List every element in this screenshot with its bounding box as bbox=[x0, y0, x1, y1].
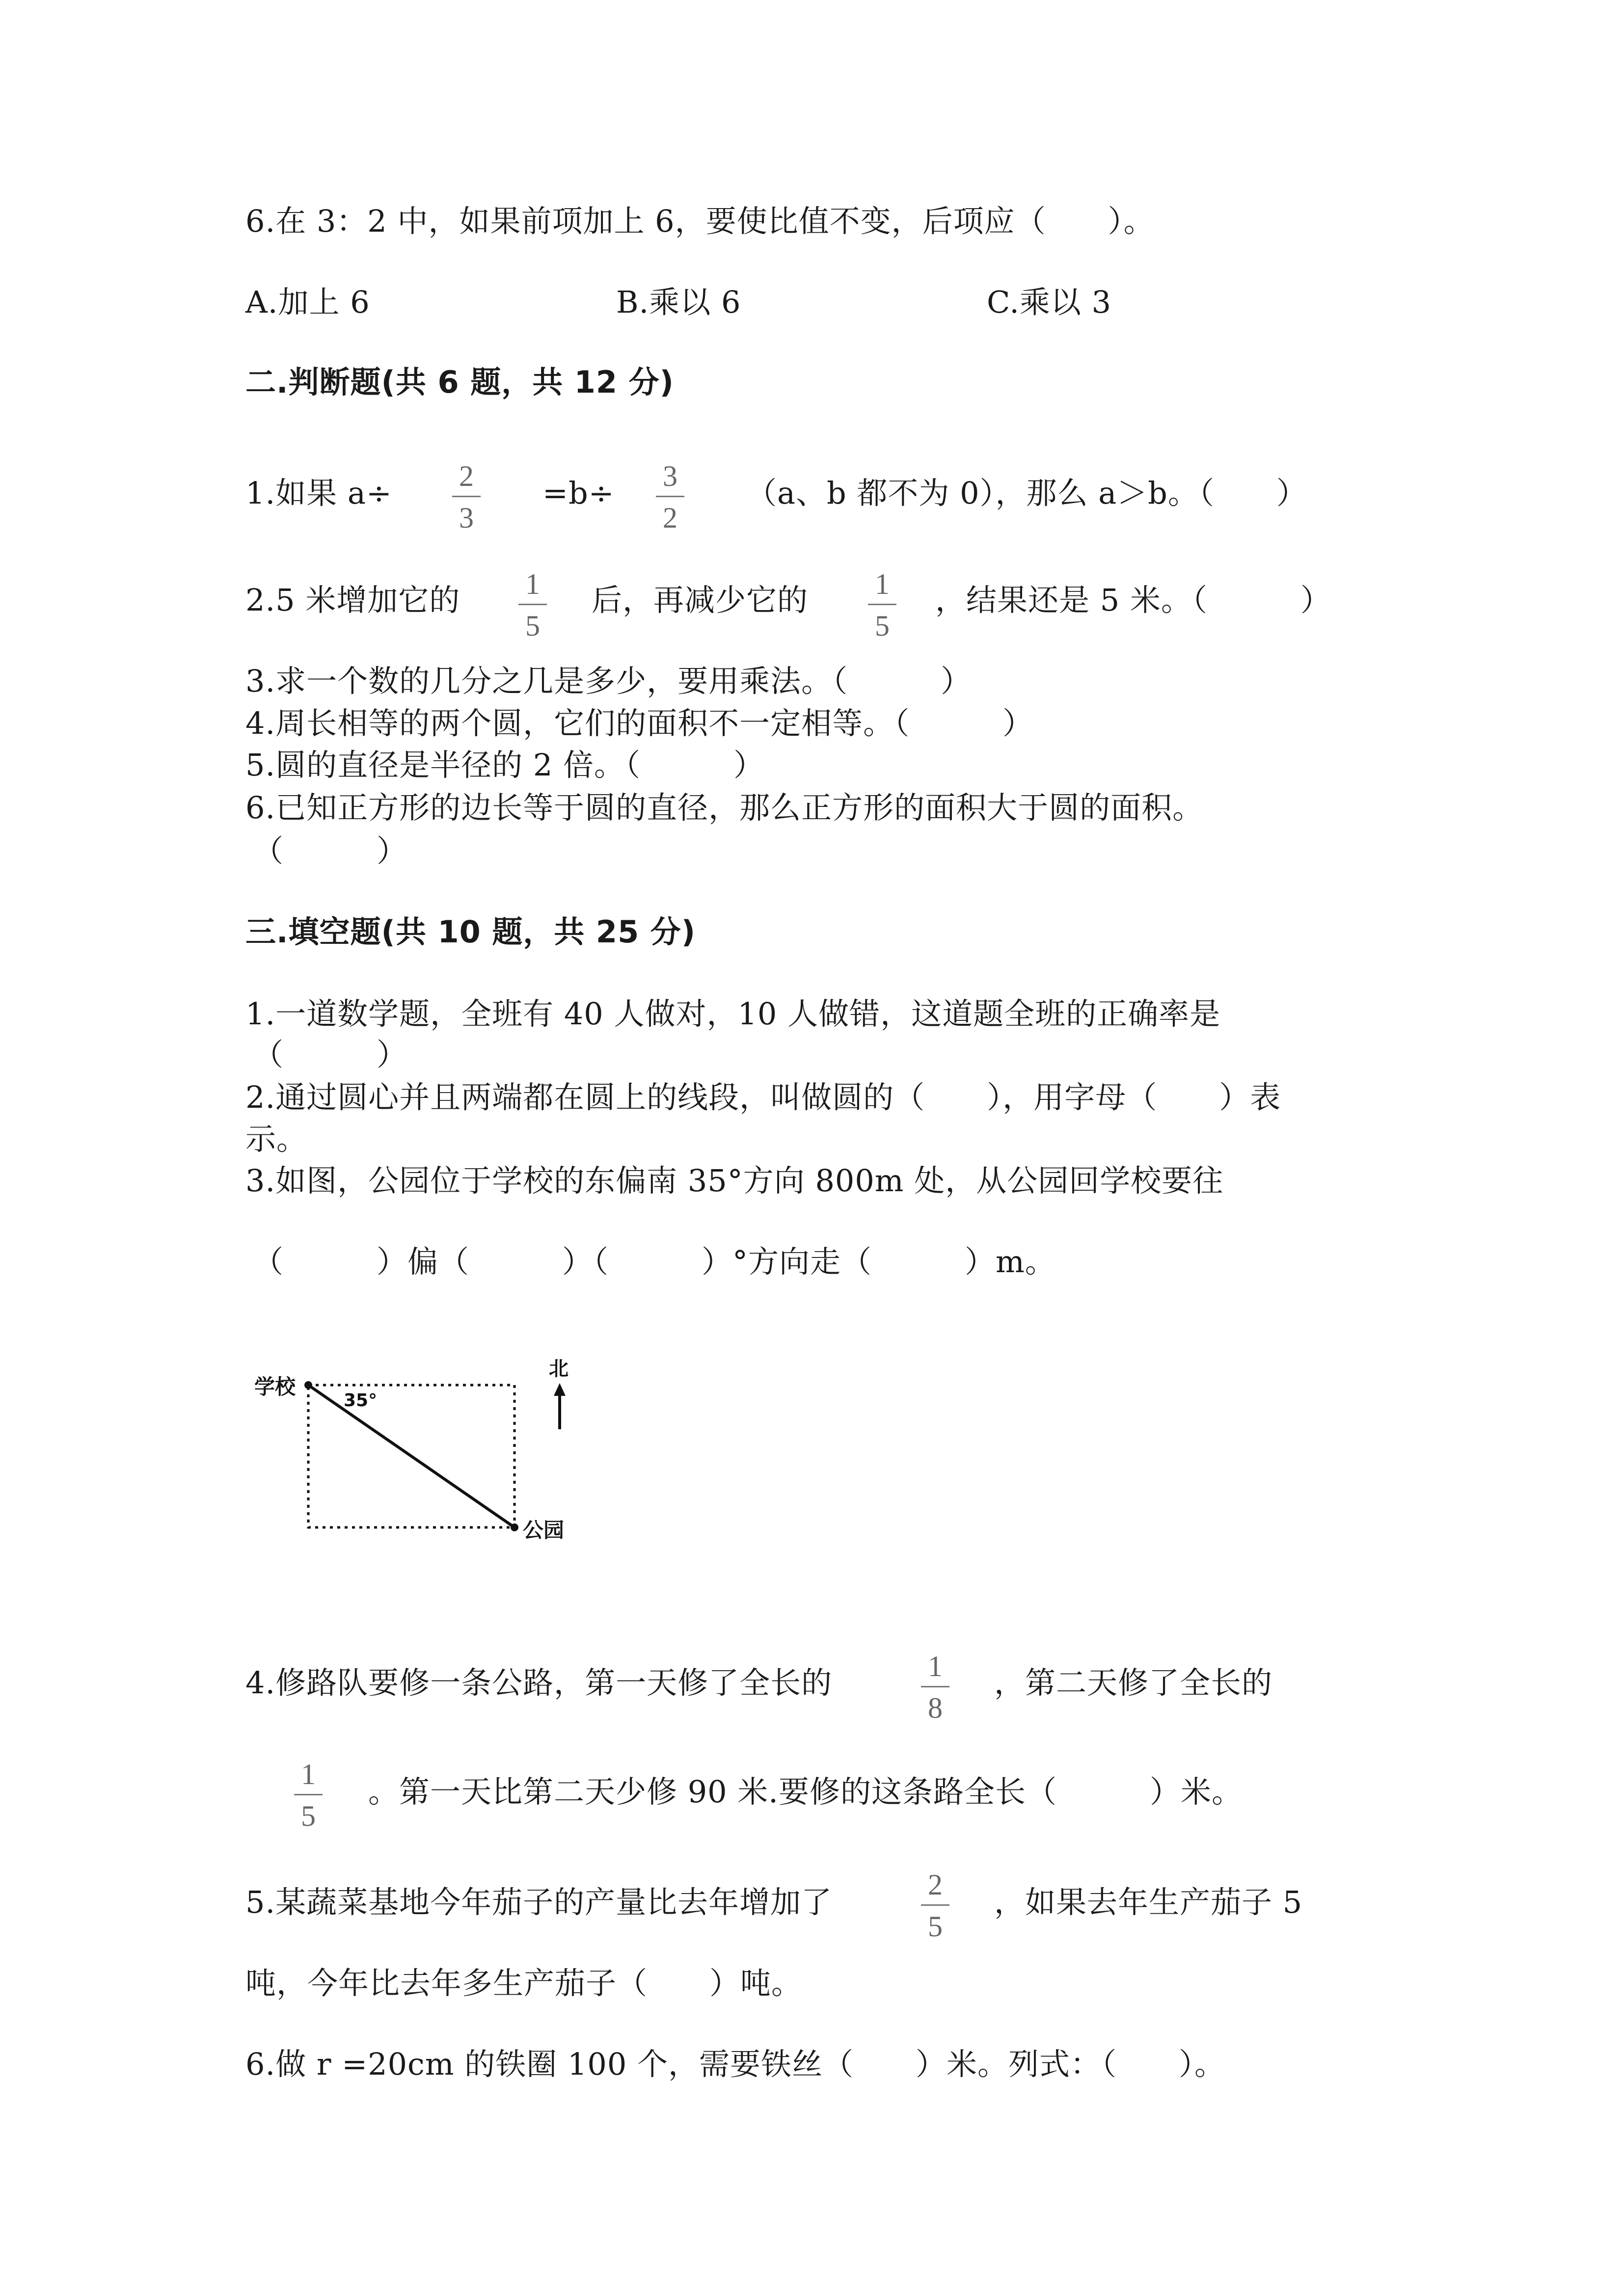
judge-1-fraction-2 bbox=[653, 461, 687, 533]
question-6-stem: 6.在 3：2 中，如果前项加上 6，要使比值不变，后项应（ ）。 bbox=[245, 203, 1155, 239]
fraction-denominator: 5 bbox=[928, 1910, 943, 1943]
judge-1-fraction-1 bbox=[449, 461, 484, 533]
question-6-option-a: A.加上 6 bbox=[245, 284, 370, 320]
judge-2-text-b: 后，再减少它的 bbox=[592, 582, 809, 618]
judge-1-text-c: （a、b 都不为 0），那么 a＞b。（ ） bbox=[746, 475, 1307, 511]
fraction-numerator: 1 bbox=[875, 568, 890, 600]
school-label: 学校 bbox=[254, 1375, 296, 1399]
fraction-bar bbox=[294, 1794, 323, 1795]
fill-4-text-c: 。第一天比第二天少修 90 米.要修的这条路全长（ ）米。 bbox=[368, 1774, 1243, 1810]
fill-5-text-b: ，如果去年生产茄子 5 bbox=[994, 1884, 1303, 1920]
question-6-option-b: B.乘以 6 bbox=[616, 284, 741, 320]
judge-1-text-a: 1.如果 a÷ bbox=[245, 475, 392, 511]
fill-4-text-a: 4.修路队要修一条公路，第一天修了全长的 bbox=[245, 1665, 833, 1701]
fraction-numerator: 1 bbox=[928, 1650, 943, 1682]
fraction-denominator: 5 bbox=[525, 610, 540, 642]
fraction-numerator: 2 bbox=[459, 460, 474, 492]
school-point bbox=[304, 1381, 312, 1389]
fraction-numerator: 3 bbox=[663, 460, 677, 492]
fraction-bar bbox=[656, 496, 684, 497]
fraction-denominator: 3 bbox=[459, 502, 474, 534]
north-arrow-icon bbox=[554, 1383, 566, 1429]
judge-2-text-a: 2.5 米增加它的 bbox=[245, 582, 460, 618]
section-2-heading: 二.判断题(共 6 题，共 12 分) bbox=[245, 364, 674, 400]
fill-2-text-cont: 示。 bbox=[245, 1121, 308, 1157]
fill-1-text: 1.一道数学题，全班有 40 人做对，10 人做错，这道题全班的正确率是 bbox=[245, 996, 1221, 1032]
fill-2-text: 2.通过圆心并且两端都在圆上的线段，叫做圆的（ ），用字母（ ）表 bbox=[245, 1079, 1281, 1115]
judge-3-text: 3.求一个数的几分之几是多少，要用乘法。（ ） bbox=[245, 663, 972, 699]
fraction-numerator: 2 bbox=[928, 1869, 943, 1901]
judge-2-fraction-1 bbox=[515, 569, 550, 641]
judge-2-text-c: ，结果还是 5 米。（ ） bbox=[935, 582, 1331, 618]
fraction-denominator: 5 bbox=[301, 1800, 316, 1832]
fill-4-fraction-1 bbox=[918, 1652, 952, 1723]
fill-3-text: 3.如图，公园位于学校的东偏南 35°方向 800m 处，从公园回学校要往 bbox=[245, 1163, 1224, 1199]
fraction-bar bbox=[452, 496, 481, 497]
fraction-bar bbox=[868, 604, 896, 605]
fill-5-text-a: 5.某蔬菜基地今年茄子的产量比去年增加了 bbox=[245, 1884, 833, 1920]
fill-3-blanks: （ ）偏（ ）（ ）°方向走（ ）m。 bbox=[253, 1244, 1056, 1280]
judge-6-blank: （ ） bbox=[253, 833, 408, 869]
fill-5-text-c: 吨，今年比去年多生产茄子（ ）吨。 bbox=[245, 1965, 803, 2001]
fraction-bar bbox=[921, 1686, 949, 1687]
judge-5-text: 5.圆的直径是半径的 2 倍。（ ） bbox=[245, 747, 765, 783]
judge-1-text-b: =b÷ bbox=[542, 475, 615, 511]
section-3-heading: 三.填空题(共 10 题，共 25 分) bbox=[245, 914, 696, 950]
judge-4-text: 4.周长相等的两个圆，它们的面积不一定相等。（ ） bbox=[245, 705, 1034, 741]
direction-diagram bbox=[245, 1345, 589, 1541]
fraction-bar bbox=[921, 1904, 949, 1906]
question-6-option-c: C.乘以 3 bbox=[987, 284, 1112, 320]
fill-4-text-b: ，第二天修了全长的 bbox=[994, 1665, 1273, 1701]
judge-2-fraction-2 bbox=[865, 569, 899, 641]
north-label: 北 bbox=[549, 1358, 568, 1380]
park-point bbox=[511, 1523, 518, 1531]
judge-6-text: 6.已知正方形的边长等于圆的直径，那么正方形的面积大于圆的面积。 bbox=[245, 790, 1204, 826]
fraction-denominator: 2 bbox=[663, 502, 677, 534]
fraction-denominator: 8 bbox=[928, 1692, 943, 1724]
fill-5-fraction bbox=[918, 1870, 952, 1941]
fraction-numerator: 1 bbox=[525, 568, 540, 600]
fill-1-blank: （ ） bbox=[253, 1037, 408, 1072]
park-label: 公园 bbox=[523, 1518, 565, 1542]
fill-6-text: 6.做 r =20cm 的铁圈 100 个，需要铁丝（ ）米。列式：（ ）。 bbox=[245, 2046, 1226, 2082]
fraction-numerator: 1 bbox=[301, 1758, 316, 1790]
school-park-line bbox=[308, 1385, 514, 1527]
fraction-denominator: 5 bbox=[875, 610, 890, 642]
fill-4-fraction-2 bbox=[291, 1760, 325, 1831]
angle-label: 35° bbox=[344, 1390, 378, 1411]
fraction-bar bbox=[518, 604, 547, 605]
